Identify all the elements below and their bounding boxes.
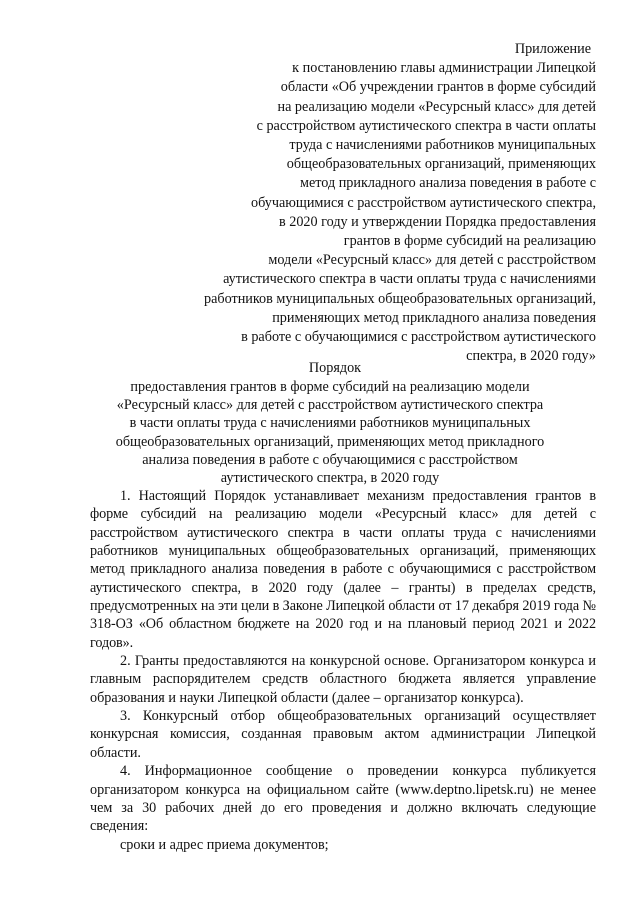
subtitle-line: аутистического спектра, в 2020 году (220, 470, 440, 487)
subtitle-line: анализа поведения в работе с обучающимися с расстройством (142, 451, 518, 468)
appendix-line: области «Об учреждении грантов в форме субсидий (280, 79, 596, 96)
subtitle-line: «Ресурсный класс» для детей с расстройством аутистического спектра (116, 397, 544, 414)
appendix-line: грантов в форме субсидий на реализацию (343, 233, 596, 250)
subtitle-line: в части оплаты труда с начислениями работников муниципальных (129, 415, 531, 432)
document-body (90, 487, 596, 854)
document-subtitle (60, 378, 600, 487)
subtitle-line: общеобразовательных организаций, применяющих метод прикладного (115, 433, 545, 450)
appendix-line: работников муниципальных общеобразовательных организаций, (203, 290, 596, 307)
appendix-line: аутистического спектра в части оплаты труда с начислениями (223, 271, 596, 288)
appendix-line: спектра, в 2020 году» (466, 348, 596, 365)
appendix-line: на реализацию модели «Ресурсный класс» для детей (277, 98, 596, 115)
appendix-line: в работе с обучающимися с расстройством аутистического (241, 329, 596, 346)
paragraph-4: 4. Информационное сообщение о проведении конкурса публикуется организатором конкурса на официальном сайте (www.deptno.lipetsk.ru) не менее чем за 30 рабочих дней до его проведения и должно включать следующие сведения: (90, 763, 596, 835)
appendix-line: метод прикладного анализа поведения в работе с (299, 175, 596, 192)
appendix-line: общеобразовательных организаций, применяющих (286, 156, 596, 173)
appendix-line: применяющих метод прикладного анализа поведения (272, 309, 596, 326)
paragraph-5: сроки и адрес приема документов; (120, 836, 329, 853)
appendix-line: с расстройством аутистического спектра в части оплаты (256, 117, 596, 134)
appendix-block (150, 40, 596, 366)
paragraph-3: 3. Конкурсный отбор общеобразовательных организаций осуществляет конкурсная комиссия, созданная правовым актом администрации Липецкой области. (90, 708, 596, 761)
paragraph-2: 2. Гранты предоставляются на конкурсной основе. Организатором конкурса и главным распорядителем средств областного бюджета является управление образования и науки Липецкой области (далее – организатор конкурса). (90, 653, 596, 706)
appendix-line: обучающимися с расстройством аутистического спектра, (251, 194, 596, 211)
appendix-line: модели «Ресурсный класс» для детей с расстройством (268, 252, 596, 269)
paragraph-1: 1. Настоящий Порядок устанавливает механизм предоставления грантов в форме субсидий на реализацию модели «Ресурсный класс» для детей с расстройством аутистического спектра в части оплаты труда с начислениями работников муниципальных общеобразовательных организаций, применяющих метод прикладного анализа поведения в работе с обучающимися с расстройством аутистического спектра, в 2020 году (далее – гранты) в пределах средств, предусмотренных на эти цели в Законе Липецкой области от 17 декабря 2019 года № 318-ОЗ «Об областном бюджете на 2020 год и на плановый период 2021 и 2022 годов». (90, 488, 596, 651)
document-title: Порядок (308, 360, 362, 376)
appendix-title: Приложение (514, 41, 591, 57)
appendix-line: труда с начислениями работников муниципальных (289, 137, 596, 154)
appendix-line: в 2020 году и утверждении Порядка предоставления (279, 213, 596, 230)
appendix-line: к постановлению главы администрации Липецкой (292, 60, 596, 77)
subtitle-line: предоставления грантов в форме субсидий на реализацию модели (130, 379, 530, 395)
